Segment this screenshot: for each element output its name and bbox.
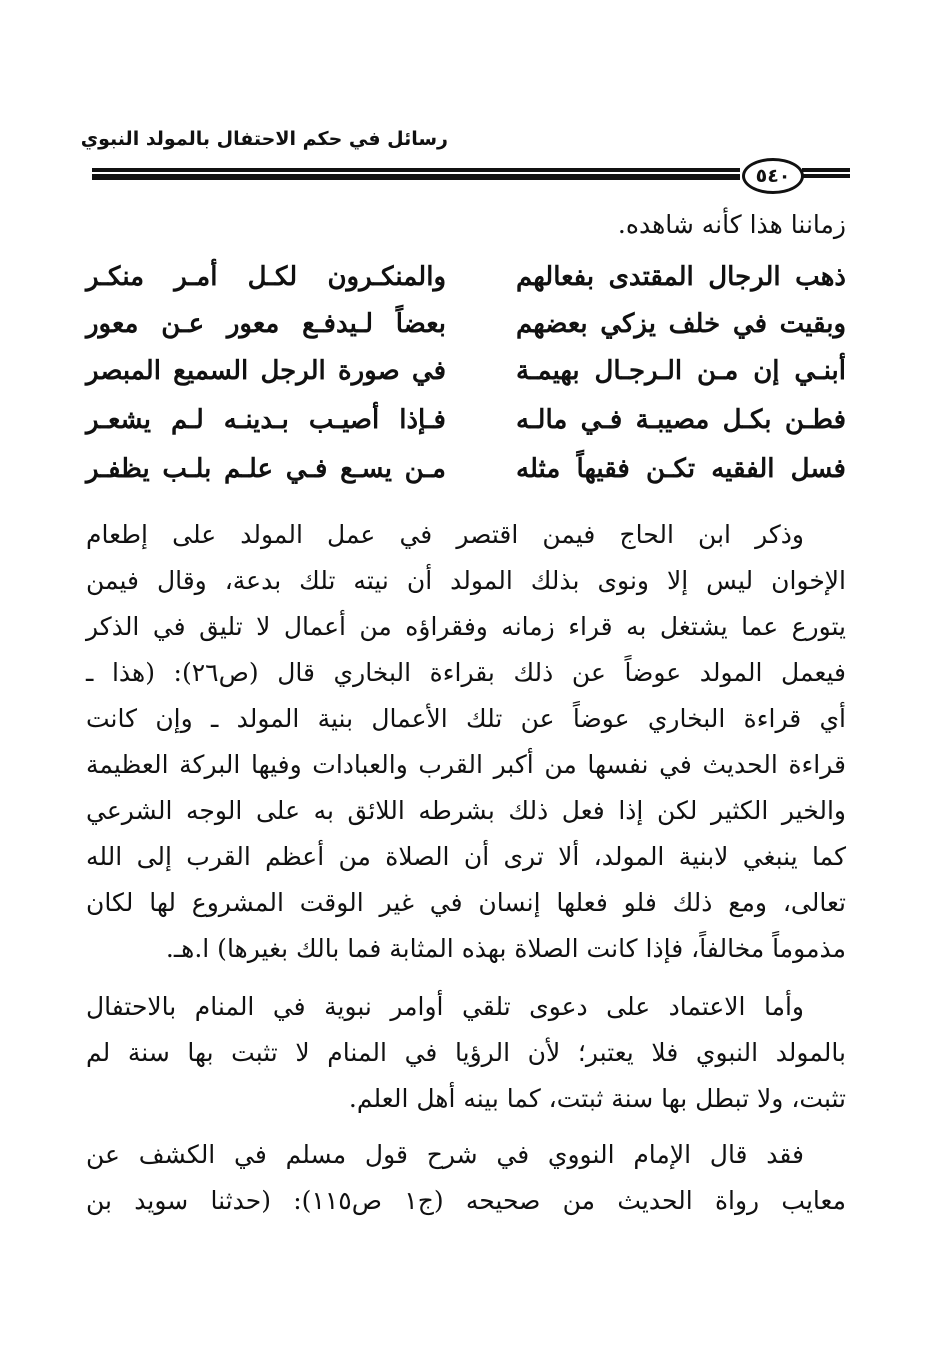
poem-first-hemistich: ذهب الرجال المقتدى بفعالهم <box>516 262 846 292</box>
intro-line: زماننا هذا كأنه شاهده. <box>617 210 846 239</box>
running-title: رسائل في حكم الاحتفال بالمولد النبوي <box>80 128 448 150</box>
paragraph-line: الإخوان ليس إلا ونوى بذلك المولد أن نيته تلك بدعة، وقال فيمن <box>86 566 846 595</box>
paragraph-line: كما ينبغي لابنية المولد، ألا ترى أن الصلاة من أعظم القرب إلى الله <box>86 842 846 871</box>
poem-first-hemistich: وبقيت في خلف يزكي بعضهم <box>516 309 846 339</box>
poem-verse <box>86 356 846 402</box>
header-rule <box>92 168 740 174</box>
paragraph-line: قراءة الحديث في نفسها من أكبر القرب والعبادات وفيها البركة العظيمة <box>86 750 846 779</box>
header-rule-right <box>802 168 850 172</box>
paragraph-line: وأما الاعتماد على دعوى تلقي أوامر نبوية في المنام بالاحتفال <box>86 992 804 1021</box>
paragraph-line: وذكر ابن الحاج فيمن اقتصر في عمل المولد على إطعام <box>86 520 804 549</box>
paragraph-line: تعالى، ومع ذلك فلو فعلها إنسان في غير الوقت المشروع لها لكان <box>86 888 846 917</box>
paragraph-line: فقد قال الإمام النووي في شرح قول مسلم في الكشف عن <box>86 1140 804 1169</box>
paragraph-line: والخير الكثير لكن إذا فعل ذلك بشرطه اللائق به على الوجه الشرعي <box>86 796 846 825</box>
page-number: ٥٤٠ <box>742 158 804 194</box>
paragraph-line: مذموماً مخالفاً، فإذا كانت الصلاة بهذه المثابة فما بالك بغيرها) ا.هـ. <box>165 934 846 963</box>
paragraph-line: يتورع عما يشتغل به قراء زمانه وفقراؤه من أعمال لا تليق في الذكر <box>86 612 846 641</box>
paragraph-line: معايب رواة الحديث من صحيحه (ج١ ص١١٥): (حدثنا سويد بن <box>86 1186 846 1215</box>
poem-second-hemistich: في صورة الرجل السميع المبصر <box>86 356 446 386</box>
poem-block <box>86 262 846 512</box>
paragraph-line: فيعمل المولد عوضاً عن ذلك بقراءة البخاري قال (ص٢٦): (هذا ـ <box>86 658 847 687</box>
poem-verse <box>86 454 846 500</box>
poem-second-hemistich: مـن يسـع فـي علـم بلـب يظفـر <box>86 454 446 484</box>
poem-first-hemistich: فطـن بكـل مصيبـة فـي مالـه <box>516 405 846 435</box>
poem-second-hemistich: والمنكـرون لكـل أمـر منكـر <box>86 262 446 292</box>
paragraph-line: تثبت، ولا تبطل بها سنة ثبتت، كما بينه أهل العلم. <box>348 1084 846 1113</box>
poem-verse <box>86 262 846 308</box>
poem-second-hemistich: فـإذا أصيـب بـدينـه لـم يشعـر <box>86 405 446 435</box>
poem-first-hemistich: أبنـي إن مـن الـرجـال بهيمـة <box>516 356 846 386</box>
paragraph-line: بالمولد النبوي فلا يعتبر؛ لأن الرؤيا في المنام لا تثبت بها سنة لم <box>86 1038 846 1067</box>
poem-first-hemistich: فسل الفقيه تكـن فقيهاً مثله <box>516 454 846 484</box>
poem-verse <box>86 309 846 355</box>
poem-second-hemistich: بعضاً لـيدفـع معور عـن معور <box>86 309 446 339</box>
paragraph-line: أي قراءة البخاري عوضاً عن تلك الأعمال بنية المولد ـ وإن كانت <box>86 704 846 733</box>
poem-verse <box>86 405 846 451</box>
